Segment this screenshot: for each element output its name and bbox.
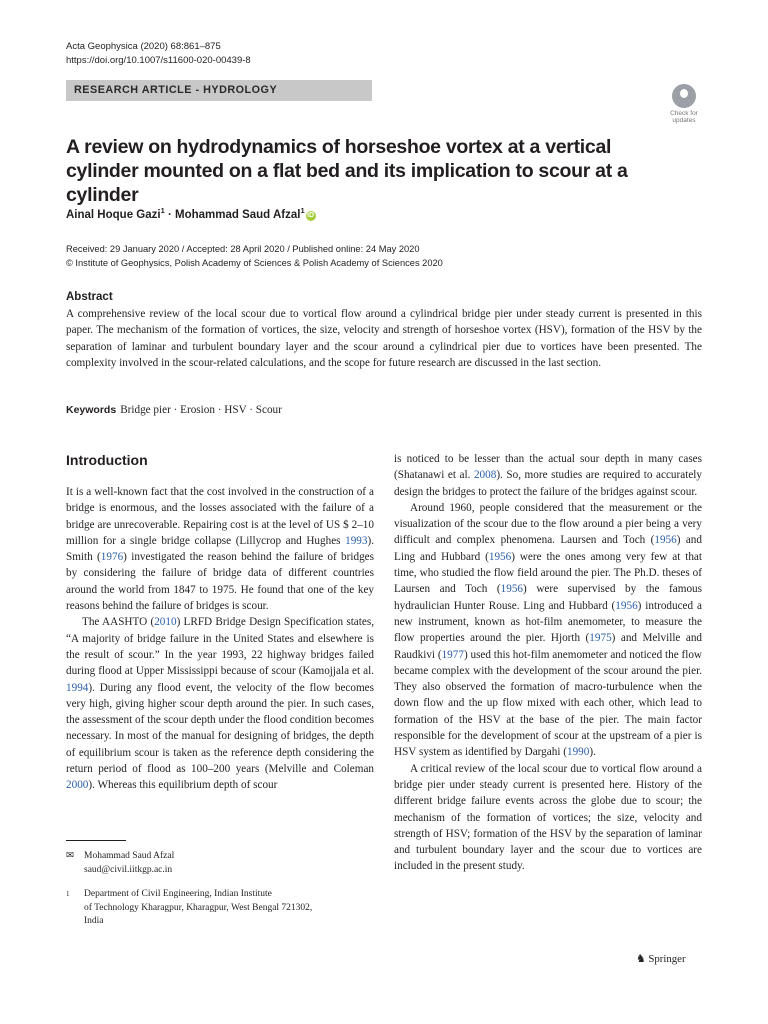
text-run: It is a well-known fact that the cost involved in the construction of a bridge is enormous, and the losses associated with the failure of a bridge are unrecoverable. Repairing cost is at the level of US $ 2–10 million for a single bridge collapse (Lillycrop and Hughes xyxy=(66,486,374,547)
doi-link[interactable]: https://doi.org/10.1007/s11600-020-00439-8 xyxy=(66,55,251,66)
text-run: ). Smith ( xyxy=(66,534,374,564)
citation-link[interactable]: 1977 xyxy=(441,648,464,661)
citation-link[interactable]: 1994 xyxy=(66,681,89,694)
publisher-logo xyxy=(636,952,686,965)
text-run: ) introduced a new instrument, known as hot-film anemometer, to measure the flow properties around the pier. Hjorth ( xyxy=(394,599,702,645)
text-run: ) were the ones among very few at that time, who studied the flow field around the pier. The Ph.D. theses of Laursen and Toch ( xyxy=(394,550,702,596)
text-run: ). xyxy=(589,746,596,759)
publisher-name: Springer xyxy=(648,953,686,965)
author-list xyxy=(66,206,316,221)
paragraph xyxy=(394,500,702,761)
contact-name: Mohammad Saud Afzal xyxy=(84,851,175,861)
citation-link[interactable]: 1956 xyxy=(500,583,524,596)
check-for-updates-icon xyxy=(672,84,696,108)
publication-dates xyxy=(66,242,443,270)
text-run: ) LRFD Bridge Design Specification states, “A majority of bridge failure in the United States and elsewhere is the result of scour.” In the year 1993, 22 highway bridges failed during flood at Upper Mississippi because of scour (Kamojjala et al. xyxy=(66,616,374,678)
orcid-icon[interactable]: iD xyxy=(307,211,315,219)
citation-link[interactable]: 2008 xyxy=(473,469,497,482)
footnote-divider xyxy=(66,840,126,841)
author-name[interactable]: Ainal Hoque Gazi xyxy=(66,208,161,221)
citation-link[interactable]: 2010 xyxy=(154,616,177,629)
citation-link[interactable]: 2000 xyxy=(66,779,89,792)
keywords xyxy=(66,404,282,416)
paragraph xyxy=(394,451,702,500)
paragraph xyxy=(66,484,374,614)
check-for-updates-label-1: Check for xyxy=(670,110,698,117)
paragraph xyxy=(66,614,374,793)
envelope-icon: ✉ xyxy=(66,851,74,861)
citation-link[interactable]: 1956 xyxy=(654,534,677,547)
abstract-heading: Abstract xyxy=(66,291,113,303)
section-heading-introduction: Introduction xyxy=(66,452,148,468)
keywords-list: Bridge pier · Erosion · HSV · Scour xyxy=(120,404,282,416)
history-dates: Received: 29 January 2020 / Accepted: 28 April 2020 / Published online: 24 May 2020 xyxy=(66,244,420,254)
text-run: ) and Ling and Hubbard ( xyxy=(394,534,702,563)
paper-title: A review on hydrodynamics of horseshoe vortex at a vertical cylinder mounted on a flat bed and its implication to scour at a cylinder xyxy=(66,136,628,206)
check-for-updates-badge[interactable] xyxy=(666,84,702,124)
paragraph: A critical review of the local scour due to vortical flow around a bridge pier under steady current is presented here. History of the different bridge failure events across the globe due to scour; the mechanism of the formation of vortices; the size, velocity and strength of HSV; formation of the HSV by the separation of laminar and turbulent boundary layer and the scour due to vortices are included in the present study. xyxy=(394,762,702,873)
affiliation-line: of Technology Kharagpur, Kharagpur, West Bengal 721302, xyxy=(84,902,313,913)
text-run: ). During any flood event, the velocity of the flow becomes very high, giving higher scour depth around the pier. In such cases, the assessment of the scour depth under the flood condition becomes necessary. In most of the manual for designing of bridges, the depth of equilibrium scour is taken as the reference depth considering the return period of flood as 100–200 years (Melville and Coleman xyxy=(66,681,374,776)
keywords-label: Keywords xyxy=(66,404,117,416)
affiliation-line: Department of Civil Engineering, Indian Institute xyxy=(84,889,272,899)
journal-header xyxy=(66,40,251,68)
abstract-text: A comprehensive review of the local scour due to vortical flow around a cylindrical bridge pier under steady current is presented in this paper. The mechanism of the formation of vortices, the size, velocity and strength of horseshoe vortex (HSV), formation of the HSV by the separation of laminar and turbulent boundary layer and the scour around a cylindrical pier due to vortices have been presented. The complexity involved in the scour-related calculations, and the scope for future research are discussed in the last section. xyxy=(66,308,702,369)
springer-logo-icon: ♞ xyxy=(636,953,646,965)
text-run: ) investigated the reason behind the failure of bridges by considering the failure of bridge data of different countries around the world from 1847 to 1975. He found that one of the key reasons behind the failure of bridges is scour. xyxy=(66,551,374,613)
affiliation-mark: 1 xyxy=(160,206,165,215)
citation-link[interactable]: 1990 xyxy=(566,746,590,759)
affiliation-footnote-mark: 1 xyxy=(66,890,70,898)
citation-link[interactable]: 1993 xyxy=(345,534,368,547)
affiliation-note xyxy=(66,888,366,929)
text-run: ) used this hot-film anemometer and noticed the flow became complex with the development of the scour around the pier. They also observed the formation of macro-turbulence when the down flow and the up flow mixed with each other, which lead to formation of the HSV at the base of the pier. The main factor responsible for the development of scour at the upstream of a pier is HSV system as identified by Dargahi ( xyxy=(394,648,703,759)
text-run: ). Whereas this equilibrium depth of scour xyxy=(88,779,278,792)
citation-link[interactable]: 1956 xyxy=(615,599,638,612)
corresponding-author-note xyxy=(66,850,366,877)
author-name[interactable]: Mohammad Saud Afzal xyxy=(174,208,301,221)
article-type-banner: RESEARCH ARTICLE - HYDROLOGY xyxy=(66,80,372,101)
citation-link[interactable]: 1975 xyxy=(589,632,612,645)
journal-citation: Acta Geophysica (2020) 68:861–875 xyxy=(66,41,221,52)
copyright-notice: © Institute of Geophysics, Polish Academy of Sciences & Polish Academy of Sciences 2020 xyxy=(66,258,443,268)
affiliation-mark: 1 xyxy=(300,206,305,215)
body-column-right xyxy=(394,451,702,875)
text-run: ). So, more studies are required to accurately design the bridges to protect the failure of the bridges against scour. xyxy=(394,469,702,498)
text-run: Around 1960, people considered that the measurement or the visualization of the scour due to the flow around a pier being a very difficult and complex phenomena. Laursen and Toch ( xyxy=(394,501,702,547)
citation-link[interactable]: 1956 xyxy=(488,550,512,563)
text-run: ) were supervised by the famous hydraulician Hunter Rouse. Ling and Hubbard ( xyxy=(394,583,702,612)
author-separator: · xyxy=(164,208,175,221)
contact-email[interactable]: saud@civil.iitkgp.ac.in xyxy=(84,864,173,875)
text-run: is noticed to be lesser than the actual sour depth in many cases (Shatanawi et al. xyxy=(394,453,702,482)
citation-link[interactable]: 1976 xyxy=(100,551,124,564)
check-for-updates-label-2: updates xyxy=(672,117,696,124)
text-run: The AASHTO ( xyxy=(82,616,155,629)
body-column-left xyxy=(66,484,374,794)
affiliation-line: India xyxy=(84,916,104,926)
text-run: ) and Melville and Raudkivi ( xyxy=(394,632,703,661)
